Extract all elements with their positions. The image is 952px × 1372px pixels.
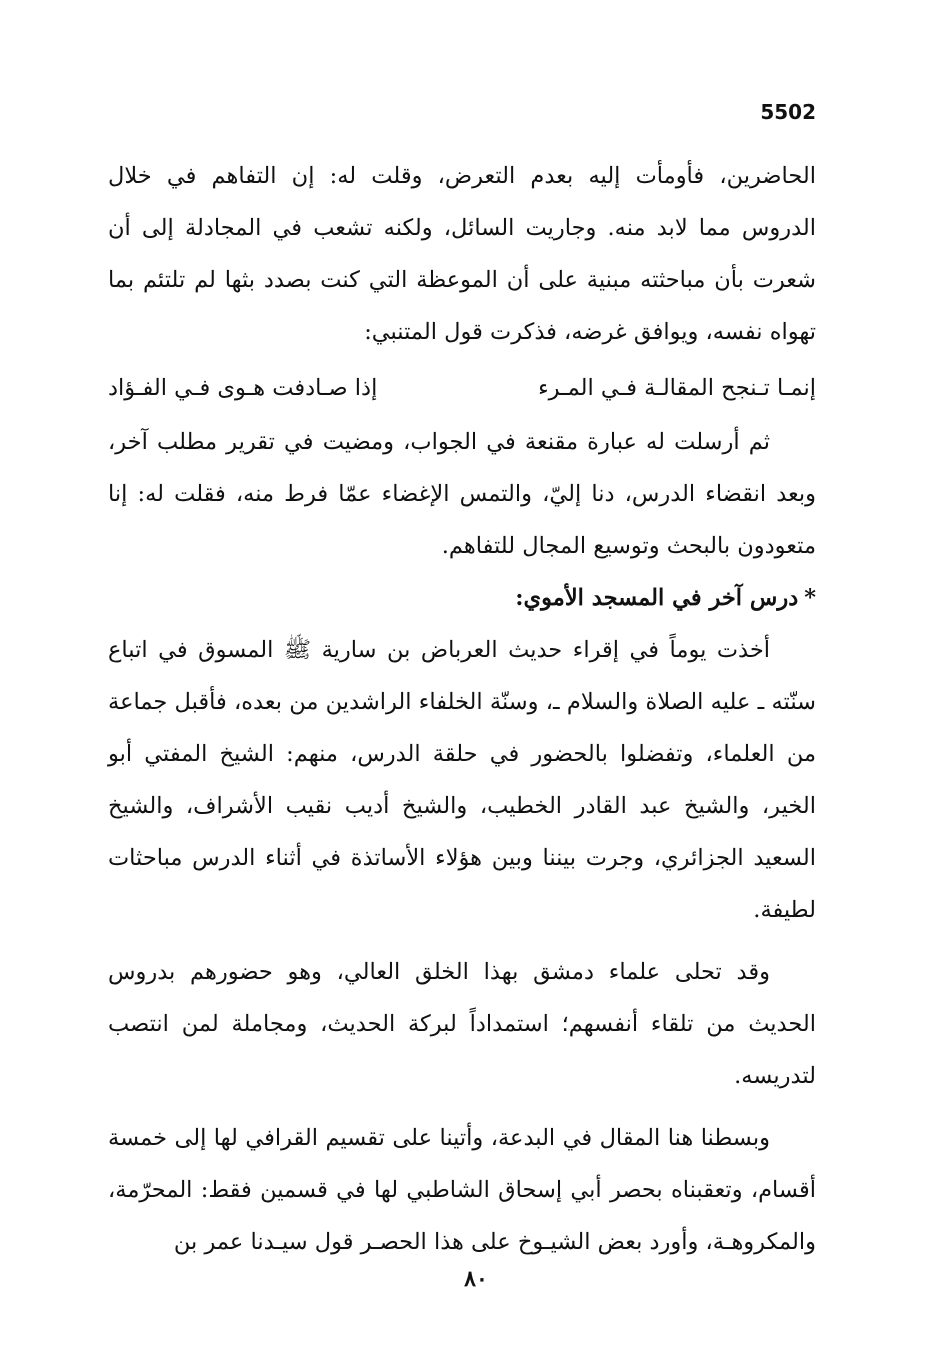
paragraph-gap <box>108 936 816 946</box>
page-number: ٨٠ <box>464 1266 488 1292</box>
paragraph-2: ثم أرسلت له عبارة مقنعة في الجواب، ومضيت في تقرير مطلب آخر، وبعد انقضاء الدرس، دنا إليّ، والتمس الإغضاء عمّا فرط منه، فقلت له: إنا متعودون بالبحث وتوسيع المجال للتفاهم. <box>108 429 816 559</box>
paragraph-3: أخذت يوماً في إقراء حديث العرباض بن سارية ﷺ المسوق في اتباع سنّته ـ عليه الصلاة والسلام ـ، وسنّة الخلفاء الراشدين من بعده، فأقبل جماعة من العلماء، وتفضلوا بالحضور في حلقة الدرس، منهم: الشيخ المفتي أبو الخير، والشيخ عبد القادر الخطيب، والشيخ أديب نقيب الأشراف، والشيخ السعيد الجزائري، وجرت بيننا وبين هؤلاء الأساتذة في أثناء الدرس مباحثات لطيفة. <box>108 637 816 923</box>
body-text <box>108 150 816 1268</box>
paragraph-1: الحاضرين، فأومأت إليه بعدم التعرض، وقلت له: إن التفاهم في خلال الدروس مما لابد منه. وجاريت السائل، ولكنه تشعب في المجادلة إلى أن شعرت بأن مباحثته مبنية على أن الموعظة التي كنت بصدد بثها لم تلتئم بما تهواه نفسه، ويوافق غرضه، فذكرت قول المتنبي: <box>108 163 816 345</box>
poetry-verse <box>108 362 816 414</box>
reference-number: 5502 <box>760 100 816 124</box>
paragraph-gap <box>108 1102 816 1112</box>
section-heading <box>108 572 816 624</box>
verse-first-hemistich: إنمـا تـنجح المقالـة فـي المـرء <box>538 375 816 401</box>
verse-second-hemistich: إذا صـادفت هـوى فـي الفـؤاد <box>108 375 378 401</box>
heading-bullet: * <box>804 585 816 611</box>
heading-text: درس آخر في المسجد الأموي: <box>515 585 799 611</box>
paragraph-5: وبسطنا هنا المقال في البدعة، وأتينا على تقسيم القرافي لها إلى خمسة أقسام، وتعقبناه بحصر أبي إسحاق الشاطبي لها في قسمين فقط: المحرّمة، والمكروهـة، وأورد بعض الشيـوخ على هذا الحصـر قول سيـدنا عمر بن <box>108 1125 816 1255</box>
paragraph-4: وقد تحلى علماء دمشق بهذا الخلق العالي، وهو حضورهم بدروس الحديث من تلقاء أنفسهم؛ استمداداً لبركة الحديث، ومجاملة لمن انتصب لتدريسه. <box>108 959 816 1089</box>
